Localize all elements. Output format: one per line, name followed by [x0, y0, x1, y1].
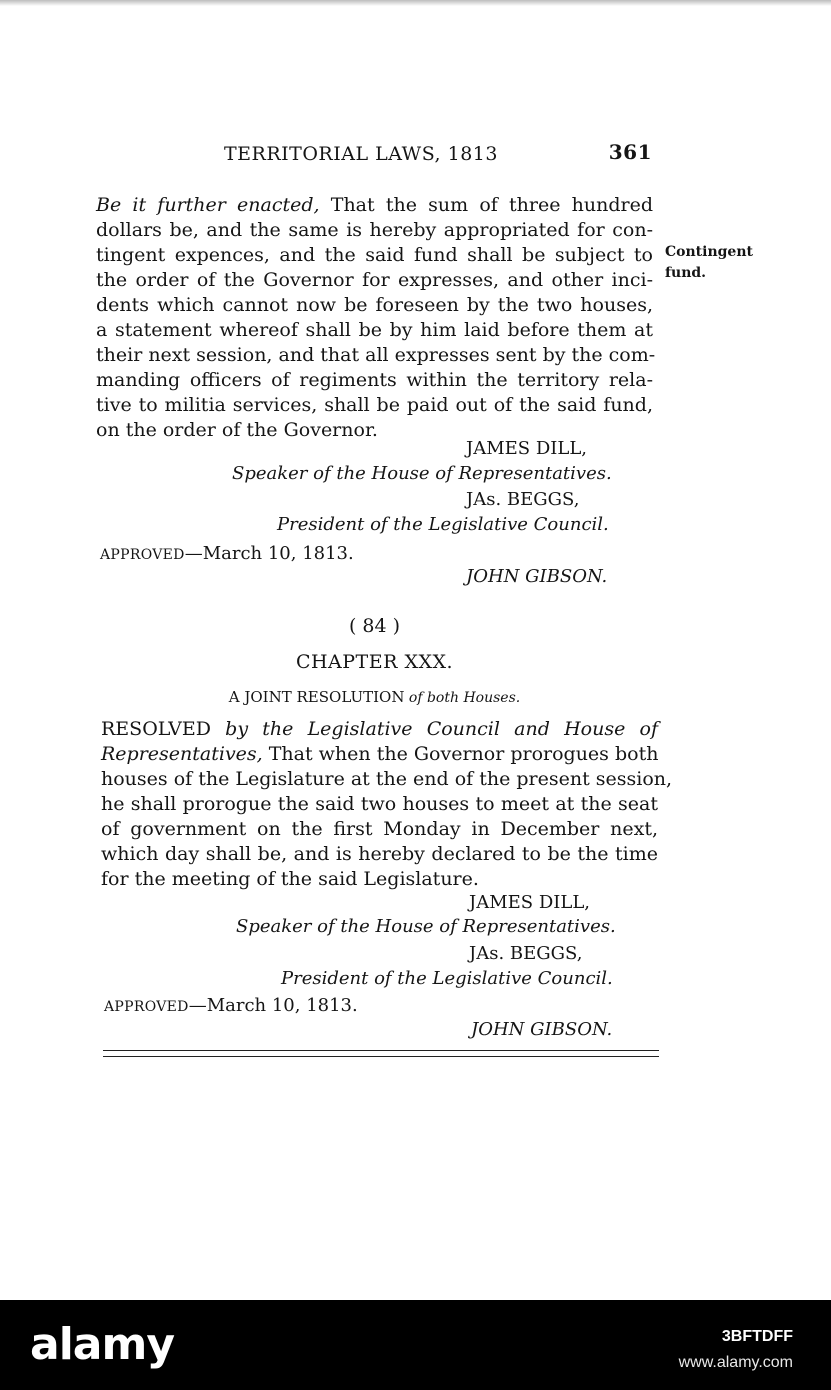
text-line: RESOLVED by the Legislative Council and House of [101, 718, 658, 740]
approved-line [100, 542, 354, 567]
text-line: Be it further enacted, That the sum of three hundred [96, 194, 653, 216]
speaker-title-2: Speaker of the House of Representatives. [236, 916, 616, 937]
margin-note-line-1: Contingent [665, 244, 753, 260]
chapter-subtitle-italic: of both Houses. [404, 690, 521, 706]
approved-label-2: APPROVED [104, 999, 189, 1015]
page-number: 361 [608, 140, 652, 164]
speaker-name: JAMES DILL, [466, 438, 588, 459]
alamy-logo: alamy [30, 1319, 174, 1370]
text-line: tive to militia services, shall be paid out of the said fund, [96, 394, 653, 416]
image-id: 3BFTDFF [721, 1328, 793, 1345]
governor-name: JOHN GIBSON. [466, 566, 608, 587]
text-line: dents which cannot now be foreseen by the two houses, [96, 294, 653, 316]
chapter-subtitle-caps: A JOINT RESOLUTION [228, 688, 405, 706]
running-head-title: TERRITORIAL LAWS, 1813 [224, 143, 498, 165]
text-line: tingent expences, and the said fund shall be subject to [96, 244, 653, 266]
scan-edge [0, 0, 831, 6]
governor-name-2: JOHN GIBSON. [471, 1019, 613, 1040]
speaker-name-2: JAMES DILL, [469, 892, 591, 913]
chapter-title: CHAPTER XXX. [295, 651, 454, 673]
text-line: dollars be, and the same is hereby appropriated for con- [96, 219, 653, 241]
text-line: for the meeting of the said Legislature. [101, 868, 479, 890]
section-1-paragraph [96, 193, 656, 443]
chapter-subtitle [96, 688, 653, 706]
text-line: a statement whereof shall be by him laid before them at [96, 319, 653, 341]
text-line: their next session, and that all expresses sent by the com- [96, 344, 656, 366]
italic-run: by the Legislative Council and House of [225, 718, 658, 740]
double-rule [103, 1050, 659, 1057]
text-line: Representatives, That when the Governor prorogues both [101, 743, 659, 765]
chapter-number: ( 84 ) [348, 615, 401, 637]
president-title-2: President of the Legislative Council. [281, 968, 613, 989]
watermark-footer [0, 1300, 831, 1390]
president-name: JAs. BEGGS, [466, 489, 580, 510]
approved-line-2 [104, 994, 358, 1019]
approved-label: APPROVED [100, 547, 185, 563]
image-credit [679, 1324, 793, 1376]
text-line: of government on the first Monday in December next, [101, 818, 658, 840]
section-2-paragraph [101, 717, 673, 892]
text-line: on the order of the Governor. [96, 419, 378, 441]
speaker-title: Speaker of the House of Representatives. [232, 463, 612, 484]
text-line: he shall prorogue the said two houses to meet at the seat [101, 793, 658, 815]
approved-date-2: —March 10, 1813. [188, 995, 358, 1016]
text-line: manding officers of regiments within the territory rela- [96, 369, 653, 391]
running-head [224, 140, 652, 169]
president-title: President of the Legislative Council. [277, 514, 609, 535]
italic-run: Be it further enacted, [96, 194, 320, 216]
president-name-2: JAs. BEGGS, [469, 943, 583, 964]
site-url: www.alamy.com [678, 1354, 793, 1371]
approved-date: —March 10, 1813. [184, 543, 354, 564]
italic-run: Representatives, [101, 743, 263, 765]
text-line: the order of the Governor for expresses, and other inci- [96, 269, 653, 291]
text-line: houses of the Legislature at the end of the present session, [101, 768, 673, 790]
margin-note-line-2: fund. [665, 265, 707, 281]
margin-note [665, 242, 765, 284]
text-line: which day shall be, and is hereby declared to be the time [101, 843, 658, 865]
